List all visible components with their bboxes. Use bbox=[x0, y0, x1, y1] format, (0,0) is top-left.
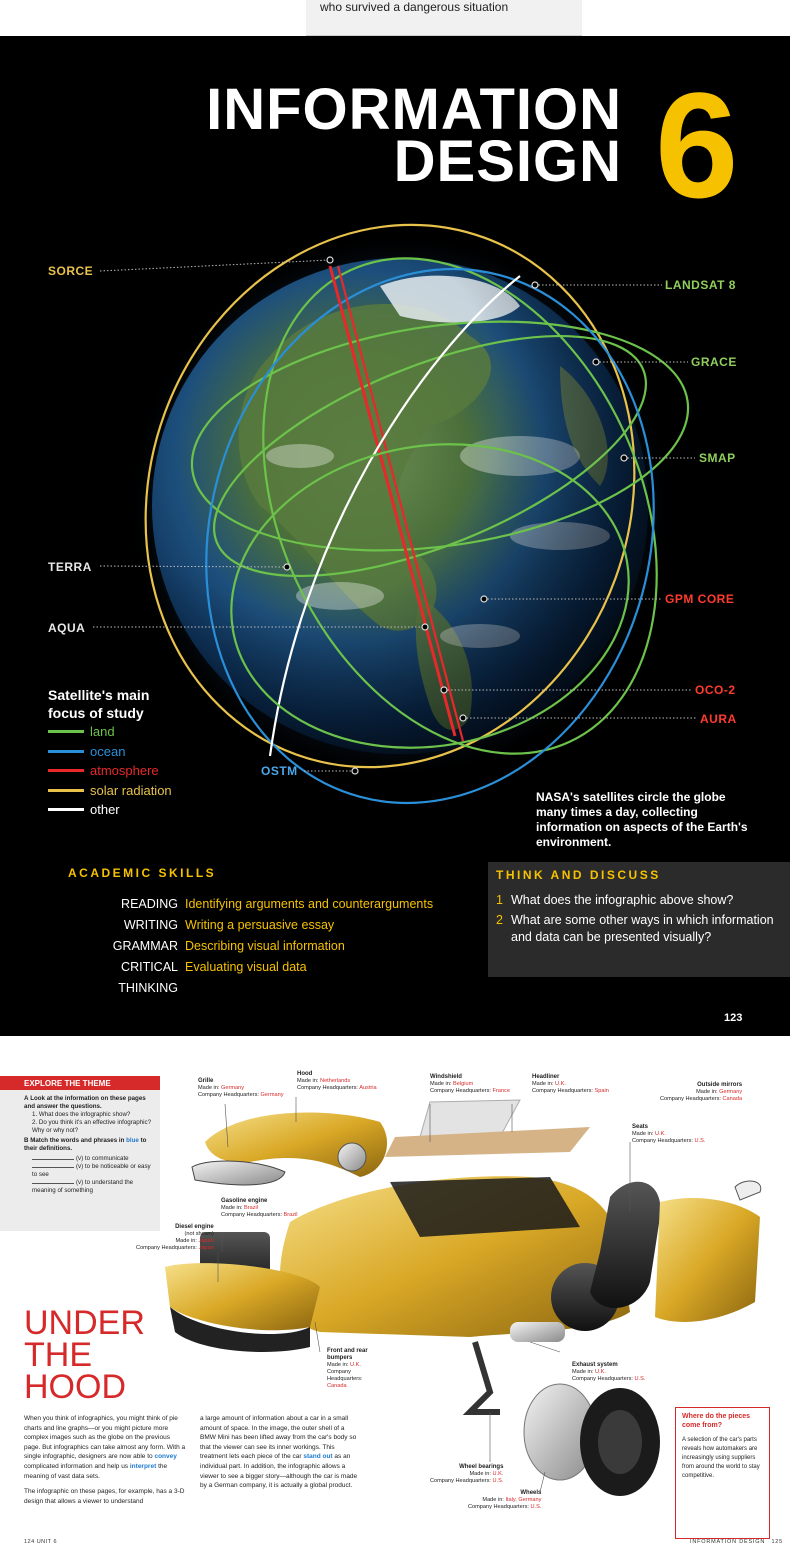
part-name: Gasoline engine bbox=[221, 1198, 268, 1204]
hq-value: Spain bbox=[594, 1088, 609, 1094]
part-name: Exhaust system bbox=[572, 1362, 618, 1368]
footer-right bbox=[690, 1539, 783, 1545]
body-paragraph-3 bbox=[200, 1414, 362, 1491]
label-smap: SMAP bbox=[699, 451, 736, 465]
definition-text: (v) to communicate bbox=[76, 1155, 129, 1162]
think-heading: THINK AND DISCUSS bbox=[496, 868, 661, 882]
hq-label: Company Headquarters: bbox=[572, 1376, 633, 1382]
part-made bbox=[430, 1471, 503, 1478]
made-in-label: Made in: bbox=[198, 1085, 220, 1091]
question-number: 2 bbox=[496, 912, 503, 927]
part-hq bbox=[572, 1376, 645, 1383]
part-name: Outside mirrors bbox=[697, 1082, 743, 1088]
chapter-title bbox=[206, 77, 622, 194]
legend-label: ocean bbox=[90, 743, 126, 759]
skill-row-grammar bbox=[68, 936, 448, 957]
part-name: Diesel engine bbox=[175, 1224, 214, 1230]
previous-page-text: who survived a dangerous situation bbox=[320, 0, 509, 14]
explore-body bbox=[0, 1090, 160, 1195]
body-text: as an individual part. In addition, the infographic allows a viewer to see a bigger story—although the car is made by a German company, it is actually a global product. bbox=[200, 1453, 358, 1490]
part-hq bbox=[632, 1138, 705, 1145]
part-made bbox=[532, 1081, 609, 1088]
hq-value: U.S. bbox=[492, 1478, 504, 1484]
skill-value: Writing a persuasive essay bbox=[185, 918, 335, 932]
think-and-discuss bbox=[488, 862, 790, 977]
headlight bbox=[338, 1143, 366, 1171]
hq-label: Company Headquarters: bbox=[632, 1138, 693, 1144]
academic-skills bbox=[68, 866, 448, 999]
hq-label: Company Headquarters: bbox=[430, 1478, 491, 1484]
keyword-stand-out: stand out bbox=[303, 1453, 333, 1461]
chapter-title-line2: DESIGN bbox=[393, 129, 622, 194]
made-in-value: U.K. bbox=[555, 1081, 566, 1087]
skill-label: WRITING bbox=[123, 918, 178, 932]
skill-label: CRITICAL THINKING bbox=[118, 960, 178, 995]
part-made bbox=[632, 1131, 705, 1138]
part-made bbox=[136, 1238, 214, 1245]
made-in-label: Made in: bbox=[297, 1078, 319, 1084]
made-in-label: Made in: bbox=[572, 1369, 594, 1375]
sidebar-title: Where do the pieces come from? bbox=[682, 1413, 751, 1429]
skill-label: GRAMMAR bbox=[112, 939, 178, 953]
explore-the-theme bbox=[0, 1076, 160, 1231]
car-roof-frame bbox=[390, 1177, 580, 1237]
body-text: complicated information and help us bbox=[24, 1462, 129, 1470]
body-column-1 bbox=[24, 1414, 186, 1512]
body-text: the meaning of vast data sets. bbox=[24, 1462, 168, 1480]
label-aura: AURA bbox=[700, 712, 737, 726]
question-1 bbox=[496, 892, 782, 910]
footer-page-number: 125 bbox=[771, 1539, 784, 1545]
grille-part bbox=[192, 1161, 285, 1185]
skill-row-critical-thinking bbox=[68, 957, 448, 999]
part-label-seats bbox=[632, 1124, 705, 1145]
title-line2: THE bbox=[24, 1336, 92, 1374]
hq-label: Company Headquarters: bbox=[198, 1092, 259, 1098]
keyword-convey: convey bbox=[154, 1453, 177, 1461]
part-made bbox=[572, 1369, 645, 1376]
part-label-headliner bbox=[532, 1074, 609, 1095]
under-the-hood-spread bbox=[0, 1052, 790, 1562]
exercise-b-blue: blue bbox=[126, 1137, 139, 1144]
part-hq bbox=[430, 1088, 510, 1095]
hq-value: Canada bbox=[327, 1383, 347, 1389]
answer-blank[interactable] bbox=[32, 1159, 74, 1160]
question-text: What does the infographic above show? bbox=[511, 893, 734, 907]
part-hq bbox=[221, 1212, 298, 1219]
hq-label: Company Headquarters: bbox=[297, 1085, 358, 1091]
part-hq bbox=[660, 1096, 742, 1103]
legend-swatch bbox=[48, 730, 84, 733]
part-name: Hood bbox=[297, 1071, 313, 1077]
hq-label: Company Headquarters: bbox=[468, 1504, 529, 1510]
definition-3 bbox=[24, 1179, 152, 1195]
legend-swatch bbox=[48, 808, 84, 811]
body-paragraph-1 bbox=[24, 1414, 186, 1481]
question-number: 1 bbox=[496, 893, 503, 907]
body-paragraph-2: The infographic on these pages, for example, has a 3-D design that allows a viewer to understand bbox=[24, 1488, 185, 1505]
made-in-value: Netherlands bbox=[320, 1078, 351, 1084]
hq-label: Company Headquarters: bbox=[221, 1212, 282, 1218]
label-terra: TERRA bbox=[48, 560, 92, 574]
part-made bbox=[327, 1362, 377, 1369]
sidebar-text: A selection of the car's parts reveals how automakers are increasingly using suppliers from around the world to stay competitive. bbox=[682, 1437, 760, 1479]
legend-item-atmosphere bbox=[48, 761, 172, 781]
made-in-label: Made in: bbox=[430, 1081, 452, 1087]
made-in-value: Japan bbox=[198, 1238, 214, 1244]
made-in-value: U.K. bbox=[655, 1131, 666, 1137]
hq-value: France bbox=[492, 1088, 510, 1094]
title-line3: HOOD bbox=[24, 1368, 126, 1406]
label-sorce: SORCE bbox=[48, 264, 94, 278]
body-text: When you think of infographics, you might think of pie charts and line graphs—or you might picture more complex images such as the globe on the previous page. But infographics can take almost any form. With a single infographic, designers are now able to bbox=[24, 1415, 186, 1461]
exercise-a2: 2. Do you think it's an effective infographic? Why or why not? bbox=[32, 1119, 152, 1134]
answer-blank[interactable] bbox=[32, 1183, 74, 1184]
keyword-interpret: interpret bbox=[129, 1462, 157, 1470]
legend-item-ocean bbox=[48, 742, 172, 762]
part-label-windshield bbox=[430, 1074, 510, 1095]
part-hq bbox=[532, 1088, 609, 1095]
skill-row-reading bbox=[68, 894, 448, 915]
made-in-value: Germany bbox=[719, 1089, 743, 1095]
made-in-label: Made in: bbox=[327, 1362, 349, 1368]
part-hq bbox=[198, 1092, 284, 1099]
hq-value: Germany bbox=[260, 1092, 284, 1098]
made-in-value: Germany bbox=[221, 1085, 245, 1091]
skill-label: READING bbox=[121, 897, 178, 911]
door-part bbox=[655, 1198, 760, 1322]
part-name: Grille bbox=[198, 1078, 214, 1084]
part-name: Headliner bbox=[532, 1074, 560, 1080]
exercise-a bbox=[24, 1095, 152, 1111]
made-in-label: Made in: bbox=[469, 1471, 491, 1477]
part-made bbox=[468, 1497, 541, 1504]
made-in-label: Made in: bbox=[696, 1089, 718, 1095]
legend-label: other bbox=[90, 802, 120, 818]
made-in-value: Brazil bbox=[244, 1205, 259, 1211]
part-made bbox=[660, 1089, 742, 1096]
part-made bbox=[221, 1205, 298, 1212]
hq-label: Company Headquarters: bbox=[660, 1096, 721, 1102]
part-hq bbox=[468, 1504, 541, 1511]
skill-value: Describing visual information bbox=[185, 939, 345, 953]
label-landsat: LANDSAT 8 bbox=[665, 278, 736, 292]
legend-swatch bbox=[48, 769, 84, 772]
exercise-b-text-pre: Match the words and phrases in bbox=[30, 1137, 125, 1144]
answer-blank[interactable] bbox=[32, 1167, 74, 1168]
definition-1 bbox=[24, 1155, 152, 1163]
part-label-diesel-engine bbox=[136, 1224, 214, 1252]
skill-value: Evaluating visual data bbox=[185, 960, 307, 974]
top-strip bbox=[0, 0, 790, 36]
skill-value: Identifying arguments and counterarguments bbox=[185, 897, 434, 911]
legend-label: atmosphere bbox=[90, 763, 159, 779]
hq-value: Canada bbox=[722, 1096, 743, 1102]
part-label-exhaust bbox=[572, 1362, 645, 1383]
made-in-value: Italy, Germany bbox=[505, 1497, 542, 1503]
hq-label: Company Headquarters: bbox=[327, 1369, 363, 1382]
exercise-a1: 1. What does the infographic show? bbox=[32, 1111, 131, 1118]
hq-value: Japan bbox=[198, 1245, 214, 1251]
made-in-label: Made in: bbox=[532, 1081, 554, 1087]
satellite-legend bbox=[48, 686, 172, 820]
part-label-grille bbox=[198, 1078, 284, 1099]
wheel-bearing-part bbox=[470, 1342, 500, 1412]
hq-value: U.S. bbox=[634, 1376, 646, 1382]
made-in-value: U.K. bbox=[350, 1362, 361, 1368]
part-hq bbox=[136, 1245, 214, 1252]
legend-label: solar radiation bbox=[90, 782, 172, 798]
part-label-outside-mirrors bbox=[660, 1082, 742, 1103]
made-in-value: U.K. bbox=[595, 1369, 606, 1375]
exercise-a-text: Look at the information on these pages and answer the questions. bbox=[24, 1095, 146, 1110]
made-in-value: U.K. bbox=[492, 1471, 504, 1477]
legend-swatch bbox=[48, 789, 84, 792]
part-made bbox=[297, 1078, 377, 1085]
part-made bbox=[430, 1081, 510, 1088]
part-label-hood bbox=[297, 1071, 377, 1092]
legend-title: Satellite's main focus of study bbox=[48, 687, 150, 721]
part-label-wheels bbox=[468, 1490, 541, 1511]
part-hq bbox=[430, 1478, 503, 1485]
under-the-hood-title bbox=[24, 1304, 145, 1406]
part-name: Windshield bbox=[430, 1074, 462, 1080]
exercise-b-text-post: to their definitions. bbox=[24, 1137, 147, 1152]
definition-text: (v) to be noticeable or easy to see bbox=[32, 1163, 151, 1178]
label-aqua: AQUA bbox=[48, 621, 86, 635]
exercise-b-label: B bbox=[24, 1137, 29, 1144]
exercise-a-label: A bbox=[24, 1095, 29, 1102]
exhaust-part bbox=[510, 1322, 565, 1342]
definition-2 bbox=[24, 1163, 152, 1179]
body-column-2 bbox=[200, 1414, 362, 1497]
skill-row-writing bbox=[68, 915, 448, 936]
hq-value: U.S. bbox=[694, 1138, 706, 1144]
label-grace: GRACE bbox=[691, 355, 737, 369]
part-label-bumpers bbox=[327, 1348, 377, 1390]
explore-heading: EXPLORE THE THEME bbox=[0, 1076, 160, 1090]
legend-label: land bbox=[90, 724, 115, 740]
made-in-label: Made in: bbox=[632, 1131, 654, 1137]
academic-skills-heading: ACADEMIC SKILLS bbox=[68, 866, 217, 880]
footer-label: INFORMATION DESIGN bbox=[690, 1539, 766, 1545]
part-name: Seats bbox=[632, 1124, 649, 1130]
question-text: What are some other ways in which information and data can be presented visually? bbox=[511, 912, 774, 944]
part-made bbox=[198, 1085, 284, 1092]
legend-item-solar-radiation bbox=[48, 781, 172, 801]
chapter-opener-page bbox=[0, 36, 790, 1036]
hq-label: Company Headquarters: bbox=[430, 1088, 491, 1094]
made-in-label: Made in: bbox=[221, 1205, 243, 1211]
hq-label: Company Headquarters: bbox=[136, 1245, 197, 1251]
chapter-title-line1: INFORMATION bbox=[206, 77, 622, 142]
chapter-number: 6 bbox=[655, 61, 739, 229]
exercise-b bbox=[24, 1137, 152, 1153]
footer-left: 124 UNIT 6 bbox=[24, 1539, 58, 1545]
legend-item-land bbox=[48, 722, 172, 742]
definition-text: (v) to understand the meaning of something bbox=[32, 1179, 134, 1194]
page-number-123: 123 bbox=[724, 1012, 743, 1024]
part-name: Front and rear bumpers bbox=[327, 1348, 368, 1361]
part-label-gasoline-engine bbox=[221, 1198, 298, 1219]
made-in-value: Belgium bbox=[453, 1081, 474, 1087]
label-gpm-core: GPM CORE bbox=[665, 592, 735, 606]
label-oco2: OCO-2 bbox=[695, 683, 736, 697]
body-text: a large amount of information about a car in a small amount of space. In the image, the outer shell of a BMW Mini has been lifted away from the car's body so that the viewer can see its inner workings. This treatment lets each piece of the car bbox=[200, 1415, 357, 1461]
legend-swatch bbox=[48, 750, 84, 753]
hq-value: Brazil bbox=[283, 1212, 298, 1218]
part-label-wheel-bearings bbox=[430, 1464, 503, 1485]
part-name: Wheel bearings bbox=[459, 1464, 504, 1470]
mirror-part bbox=[735, 1181, 761, 1200]
question-2 bbox=[496, 912, 782, 947]
label-ostm: OSTM bbox=[261, 764, 298, 778]
globe-caption: NASA's satellites circle the globe many times a day, collecting information on aspects of the Earth's environment. bbox=[536, 790, 748, 849]
where-pieces-sidebar bbox=[675, 1407, 770, 1539]
legend-item-other bbox=[48, 800, 172, 820]
title-line1: UNDER bbox=[24, 1304, 145, 1342]
part-hq bbox=[297, 1085, 377, 1092]
made-in-label: Made in: bbox=[482, 1497, 504, 1503]
part-name: Wheels bbox=[520, 1490, 542, 1496]
made-in-label: Made in: bbox=[175, 1238, 197, 1244]
part-hq bbox=[327, 1369, 377, 1390]
part-note: (not shown) bbox=[184, 1231, 214, 1237]
hq-value: Austria bbox=[359, 1085, 377, 1091]
hq-value: U.S. bbox=[530, 1504, 542, 1510]
hq-label: Company Headquarters: bbox=[532, 1088, 593, 1094]
previous-page-tab bbox=[306, 0, 582, 36]
